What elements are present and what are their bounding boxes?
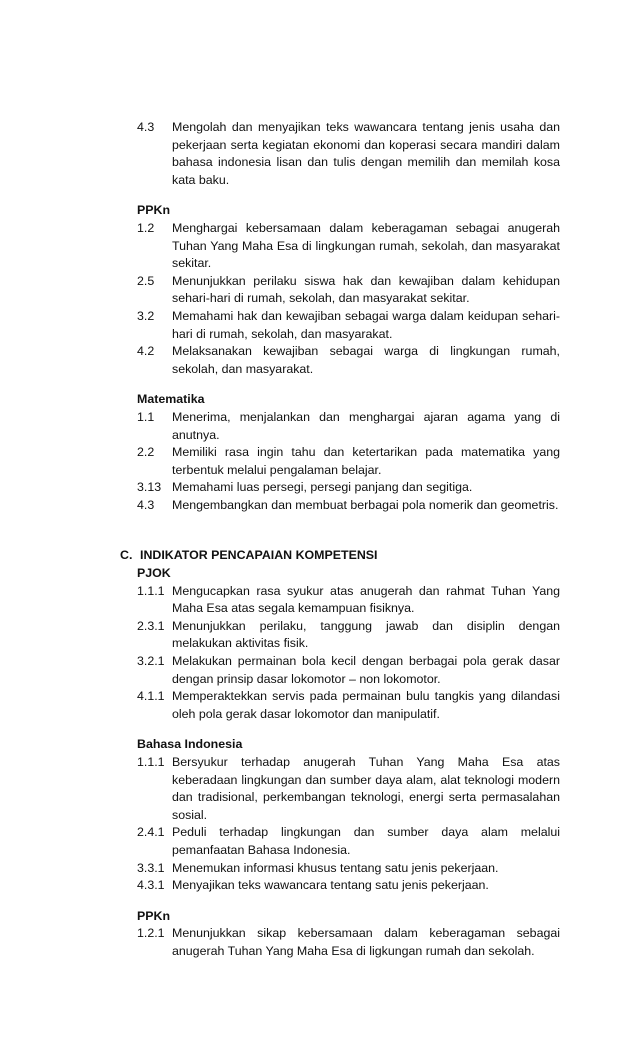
item-text: Bersyukur terhadap anugerah Tuhan Yang Maha Esa atas keberadaan lingkungan dan sumber daya alam, alat teknologi modern dan tradisional, perkembangan teknologi, energi serta permasalahan sosial. <box>172 754 560 822</box>
subject-heading: Bahasa Indonesia <box>137 737 243 752</box>
item-number: 3.2.1 <box>137 653 165 668</box>
list-item <box>120 618 560 653</box>
section-letter: C. <box>120 548 133 562</box>
item-number: 3.13 <box>137 480 162 495</box>
subject-heading: PPKn <box>137 908 171 923</box>
list-item <box>120 444 560 479</box>
list-item <box>120 308 560 343</box>
item-number: 4.3.1 <box>137 878 165 893</box>
list-item <box>120 688 560 723</box>
item-number: 1.2.1 <box>137 926 165 941</box>
item-text: Menerima, menjalankan dan menghargai ajaran agama yang di anutnya. <box>172 409 560 442</box>
item-text: Memahami luas persegi, persegi panjang dan segitiga. <box>172 480 473 495</box>
subject-heading: PPKn <box>137 203 171 218</box>
list-item <box>120 273 560 308</box>
item-number: 4.3 <box>137 497 155 512</box>
item-text: Melakukan permainan bola kecil dengan berbagai pola gerak dasar dengan prinsip dasar lokomotor – non lokomotor. <box>172 653 560 686</box>
subject-heading: Matematika <box>137 392 205 407</box>
list-item <box>120 479 560 497</box>
list-item <box>120 653 560 688</box>
item-number: 1.1 <box>137 409 155 424</box>
section-heading <box>120 547 378 565</box>
list-item <box>120 220 560 273</box>
list-item <box>120 119 560 189</box>
subject-heading: PJOK <box>137 566 171 580</box>
item-number: 1.1.1 <box>137 583 165 598</box>
item-text: Menemukan informasi khusus tentang satu jenis pekerjaan. <box>172 860 499 875</box>
list-item <box>120 583 560 618</box>
item-text: Menghargai kebersamaan dalam keberagaman sebagai anugerah Tuhan Yang Maha Esa di lingkungan rumah, sekolah, dan masyarakat sekitar. <box>172 220 560 271</box>
item-text: Memahami hak dan kewajiban sebagai warga dalam keidupan sehari-hari di rumah, sekolah, dan masyarakat. <box>172 308 560 341</box>
item-number: 4.2 <box>137 344 155 359</box>
list-item <box>120 497 560 515</box>
item-text: Mengolah dan menyajikan teks wawancara tentang jenis usaha dan pekerjaan serta kegiatan ekonomi dan koperasi secara mandiri dalam bahasa indonesia lisan dan tulis dengan memilih dan memilah kosa kata baku. <box>172 120 560 187</box>
item-number: 4.3 <box>137 120 155 134</box>
item-text: Menyajikan teks wawancara tentang satu jenis pekerjaan. <box>172 878 489 893</box>
list-item <box>120 824 560 859</box>
item-number: 1.2 <box>137 220 155 235</box>
list-item <box>120 925 560 960</box>
item-text: Menunjukkan perilaku, tanggung jawab dan disiplin dengan melakukan aktivitas fisik. <box>172 618 560 651</box>
item-number: 3.2 <box>137 308 155 323</box>
item-text: Menunjukkan perilaku siswa hak dan kewajiban dalam kehidupan sehari-hari di rumah, sekolah, dan masyarakat sekitar. <box>172 273 560 306</box>
item-text: Mengembangkan dan membuat berbagai pola nomerik dan geometris. <box>172 497 559 512</box>
list-item <box>120 860 560 878</box>
item-number: 4.1.1 <box>137 689 165 704</box>
item-number: 2.3.1 <box>137 618 165 633</box>
item-text: Memperaktekkan servis pada permainan bulu tangkis yang dilandasi oleh pola gerak dasar lokomotor dan manipulatif. <box>172 689 560 721</box>
list-item <box>120 409 560 444</box>
item-number: 2.2 <box>137 445 155 460</box>
item-number: 2.5 <box>137 273 155 288</box>
item-text: Memiliki rasa ingin tahu dan ketertarikan pada matematika yang terbentuk melalui pengalaman belajar. <box>172 445 560 477</box>
list-item <box>120 343 560 378</box>
item-text: Melaksanakan kewajiban sebagai warga di lingkungan rumah, sekolah, dan masyarakat. <box>172 344 560 376</box>
list-item <box>120 754 560 824</box>
item-text: Peduli terhadap lingkungan dan sumber daya alam melalui pemanfaatan Bahasa Indonesia. <box>172 825 560 857</box>
section-title: INDIKATOR PENCAPAIAN KOMPETENSI <box>140 548 378 562</box>
item-number: 3.3.1 <box>137 860 165 875</box>
item-text: Menunjukkan sikap kebersamaan dalam keberagaman sebagai anugerah Tuhan Yang Maha Esa di ligkungan rumah dan sekolah. <box>172 926 560 958</box>
kd-bi-continuation <box>120 119 560 514</box>
indicator-block <box>120 565 560 960</box>
item-number: 1.1.1 <box>137 754 165 769</box>
item-text: Mengucapkan rasa syukur atas anugerah dan rahmat Tuhan Yang Maha Esa atas segala kemampuan fisiknya. <box>172 583 560 616</box>
list-item <box>120 877 560 895</box>
item-number: 2.4.1 <box>137 825 165 840</box>
